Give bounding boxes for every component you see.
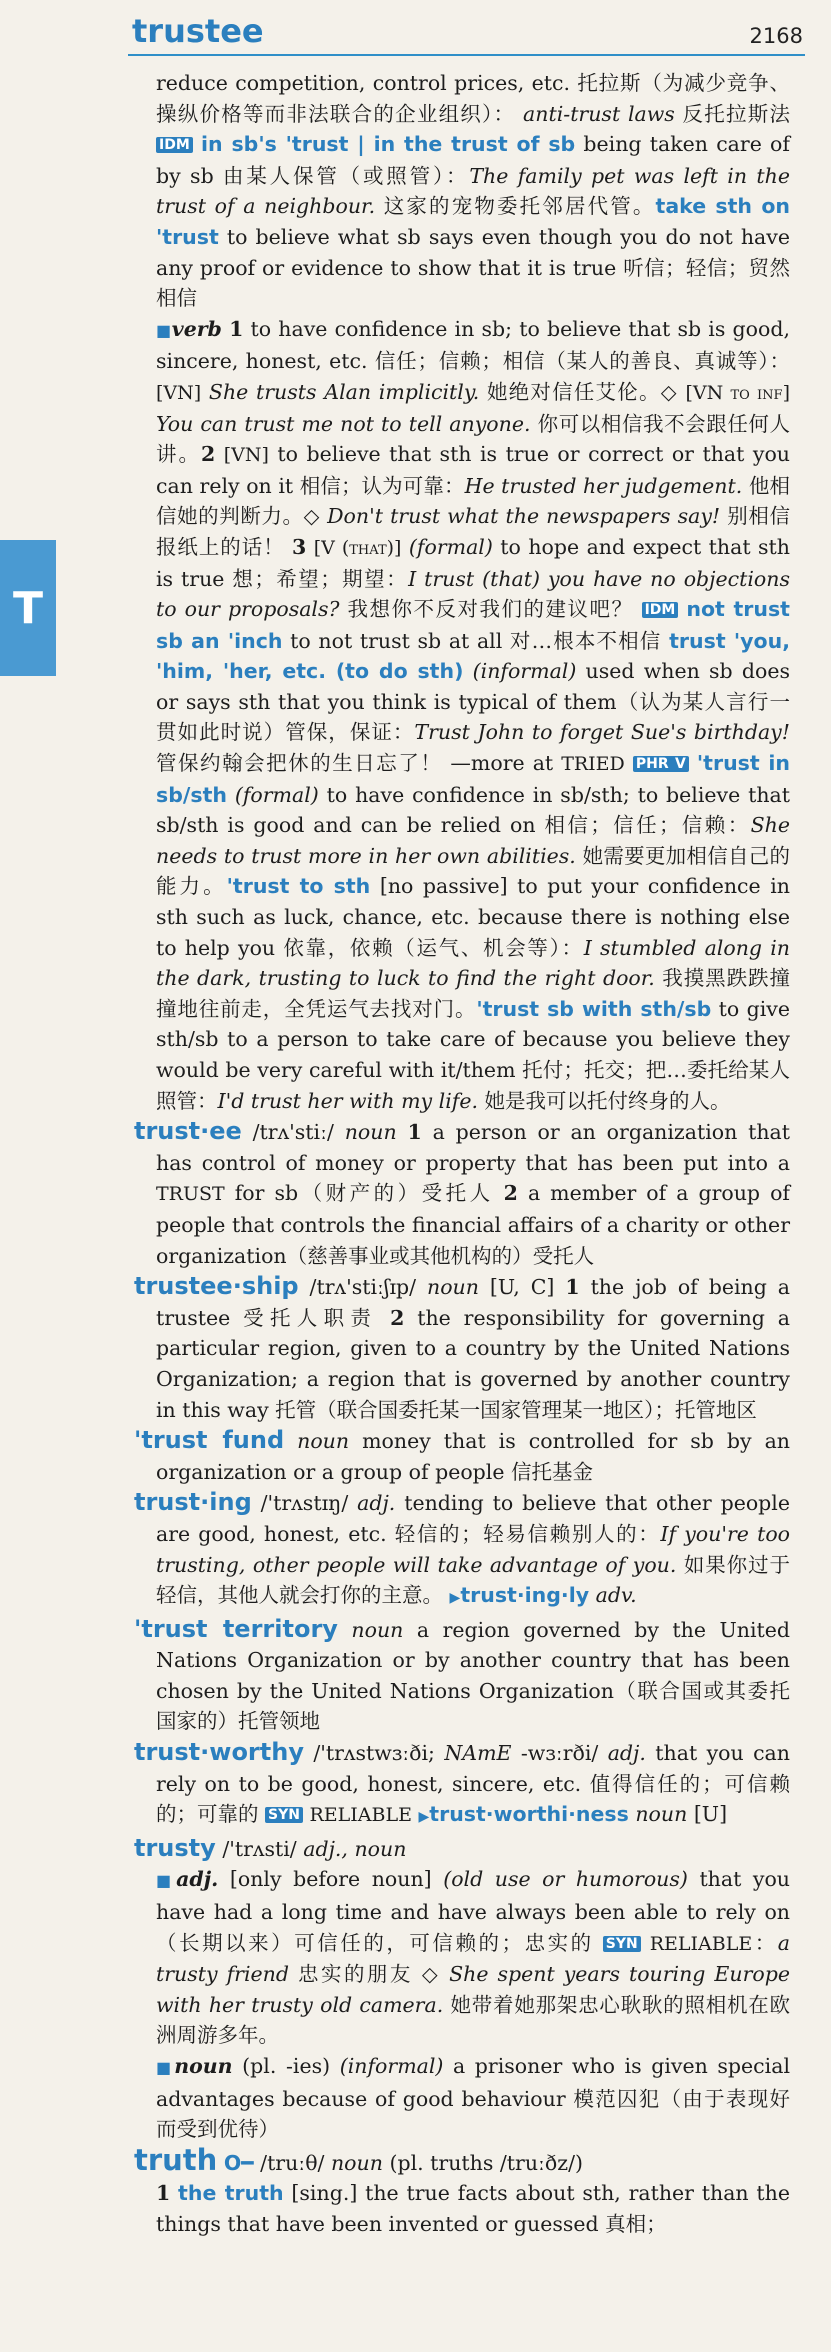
headword-trusteeship: trustee·ship bbox=[134, 1272, 299, 1301]
derivative-arrow-icon: ▶ bbox=[449, 1590, 461, 1607]
square-bullet-icon: ■ bbox=[156, 1871, 177, 1891]
headword-truth: truth bbox=[134, 2142, 218, 2177]
derivative-arrow-icon: ▶ bbox=[418, 1809, 430, 1826]
square-bullet-icon: ■ bbox=[156, 320, 172, 340]
guide-word: trustee bbox=[132, 12, 264, 50]
entry-trustworthy: trust·worthy /'trʌstwɜːði; NAmE -wɜːrði/ adj. that you can rely on to be good, honest, sincere, etc. 值得信任的；可信赖的；可靠的 SYN RELIABLE ▶trust·worthi·ness noun [U] bbox=[134, 1738, 790, 1827]
key-icon: O━ bbox=[223, 2150, 254, 2175]
entry-trust-territory: 'trust territory noun a region governed by the United Nations Organization or by another country that has been chosen by the United Nations Organization（联合国或其委托国家的）托管领地 bbox=[134, 1614, 791, 1734]
idiom-label: IDM bbox=[642, 602, 679, 618]
headword-trustee: trust·ee bbox=[134, 1117, 242, 1146]
entry-trust-fund: 'trust fund noun money that is controlled for sb by an organization or a group of people 信托基金 bbox=[134, 1426, 790, 1484]
entry-trusty: trusty /'trʌsti/ adj., noun bbox=[134, 1833, 407, 1862]
headword-trusting: trust·ing bbox=[134, 1488, 252, 1517]
trusty-noun-sense: ■noun (pl. -ies) (informal) a prisoner who is given special advantages because of good behaviour 模范囚犯（由于表现好而受到优待） bbox=[156, 2054, 790, 2142]
page-number: 2168 bbox=[749, 24, 803, 48]
entry-trusteeship: trustee·ship /trʌ'stiːʃɪp/ noun [U, C] 1 the job of being a trustee 受托人职责 2 the responsibility for governing a particular region, given to a country by the United Nations Organization; a region that is governed by another country in this way 托管（联合国委托某一国家管理某一地区）；托管地区 bbox=[134, 1272, 790, 1422]
letter-thumb-tab: T bbox=[0, 540, 56, 676]
dictionary-column bbox=[134, 68, 790, 2240]
headword-trust-territory: 'trust territory bbox=[134, 1614, 338, 1643]
headword-trustworthy: trust·worthy bbox=[134, 1738, 304, 1767]
headword-trust-fund: 'trust fund bbox=[134, 1426, 285, 1455]
truth-sense-1: 1 the truth [sing.] the true facts about sth, rather than the things that have been invented or guessed 真相； bbox=[156, 2181, 790, 2236]
idiom-label: IDM bbox=[156, 137, 193, 153]
trust-verb-sense: ■verb 1 to have confidence in sb; to believe that sb is good, sincere, honest, etc. 信任；信赖；相信（某人的善良、真诚等）：[VN] She trusts Alan implicitly. 她绝对信任艾伦。◇ [VN to inf] You can trust me not to tell anyone. 你可以相信我不会跟任何人讲。2 [VN] to believe that sth is true or correct or that you can rely on it 相信；认为可靠：He trusted her judgement. 他相信她的判断力。◇ Don't trust what the newspapers say! 别相信报纸上的话！ 3 [V (that)] (formal) to hope and expect that sth is true 想；希望；期望：I trust (that) you have no objections to our proposals? 我想你不反对我们的建议吧？ IDM not trust sb an 'inch to not trust sb at all 对…根本不相信 trust 'you, 'him, 'her, etc. (to do sth) (informal) used when sb does or says sth that you think is typical of them（认为某人言行一贯如此时说）管保，保证：Trust John to forget Sue's birthday! 管保约翰会把休的生日忘了！ —more at TRIED PHR V 'trust in sb/sth (formal) to have confidence in sb/sth; to believe that sb/sth is good and can be relied on 相信；信任；信赖：She needs to trust more in her own abilities. 她需要更加相信自己的能力。'trust to sth [no passive] to put your confidence in sth such as luck, chance, etc. because there is nothing else to help you 依靠，依赖（运气、机会等）：I stumbled along in the dark, trusting to luck to find the right door. 我摸黑跌跌撞撞地往前走，全凭运气去找对门。'trust sb with sth/sb to give sth/sb to a person to take care of because you believe they would be very careful with it/them 托付；托交；把…委托给某人照管：I'd trust her with my life. 她是我可以托付终身的人。 bbox=[156, 316, 791, 1113]
trust-noun-continuation: reduce competition, control prices, etc. 托拉斯（为减少竞争、操纵价格等而非法联合的企业组织）： anti-trust laws 反托拉斯法 IDM in sb's 'trust | in the trust of sb being taken care of by sb 由某人保管（或照管）：The family pet was left in the trust of a neighbour. 这家的宠物委托邻居代管。take sth on 'trust to believe what sb says even though you do not have any proof or evidence to show that it is true 听信；轻信；贸然相信 bbox=[156, 71, 790, 311]
headword-trusty: trusty bbox=[134, 1833, 216, 1862]
synonym-label: SYN bbox=[603, 1936, 641, 1952]
entry-trusting: trust·ing /'trʌstɪŋ/ adj. tending to believe that other people are good, honest, etc. 轻信的；轻易信赖别人的：If you're too trusting, other people will take advantage of you. 如果你过于轻信，其他人就会打你的主意。 ▶trust·ing·ly adv. bbox=[134, 1488, 790, 1608]
phrasal-verb-label: PHR V bbox=[633, 756, 689, 772]
entry-truth: truth O━ /truːθ/ noun (pl. truths /truːðz/) bbox=[134, 2142, 583, 2177]
synonym-label: SYN bbox=[265, 1807, 303, 1823]
entry-trustee: trust·ee /trʌ'stiː/ noun 1 a person or an organization that has control of money or property that has been put into a TRUST for sb（财产的）受托人 2 a member of a group of people that controls the financial affairs of a charity or other organization（慈善事业或其他机构的）受托人 bbox=[134, 1117, 790, 1268]
trusty-adj-sense: ■adj. [only before noun] (old use or humorous) that you have had a long time and have always been able to rely on（长期以来）可信任的，可信赖的；忠实的 SYN RELIABLE：a trusty friend 忠实的朋友 ◇ She spent years touring Europe with her trusty old camera. 她带着她那架忠心耿耿的照相机在欧洲周游多年。 bbox=[156, 1867, 791, 2048]
page-header bbox=[128, 10, 805, 56]
square-bullet-icon: ■ bbox=[156, 2058, 175, 2077]
